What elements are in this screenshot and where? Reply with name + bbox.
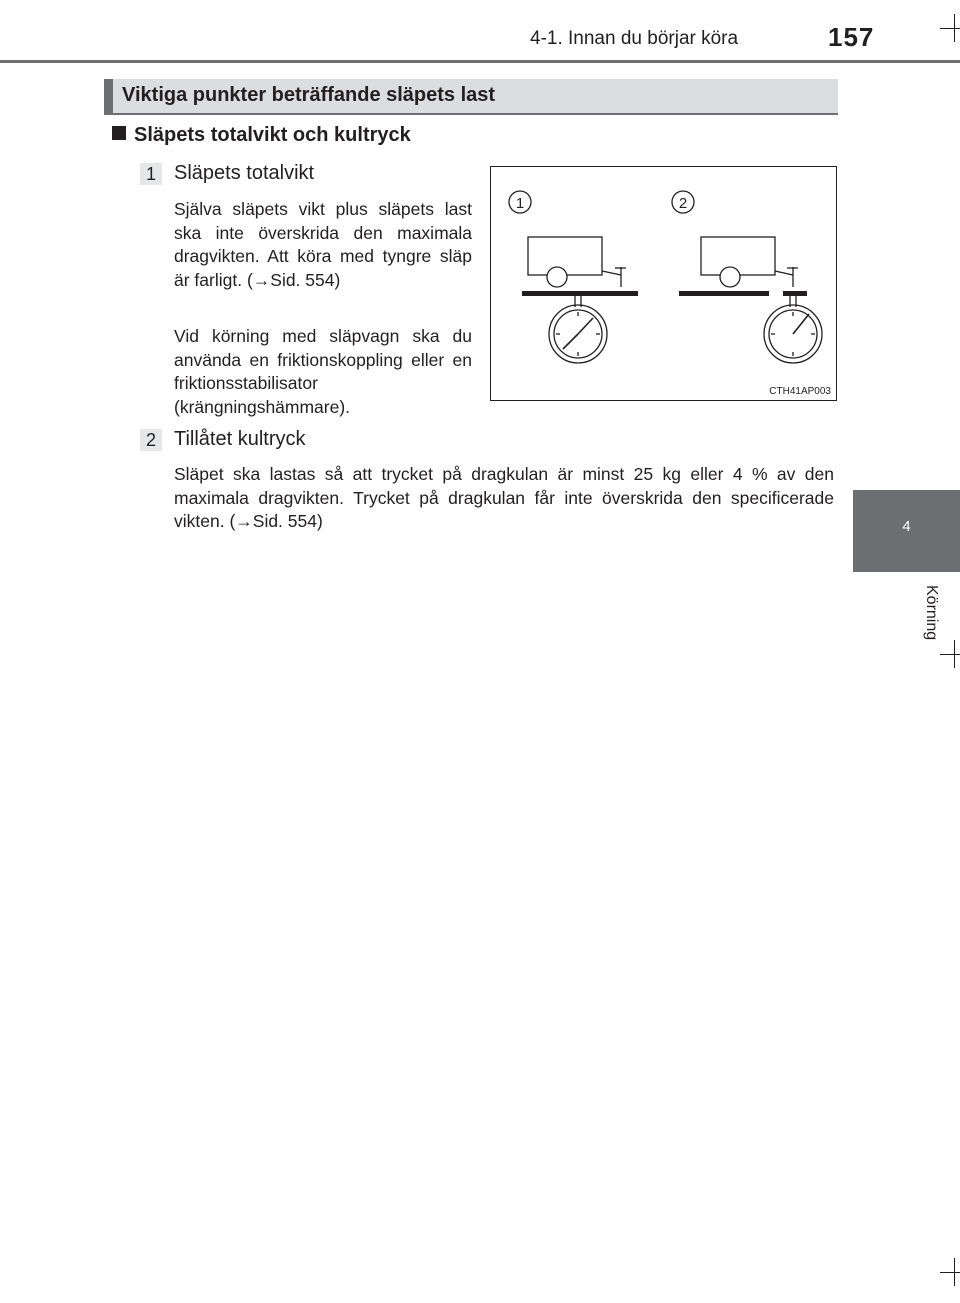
chapter-tab — [853, 490, 960, 572]
ground-bar-right — [679, 291, 769, 296]
trailer-right-drawing — [701, 237, 798, 287]
trailer-left-drawing — [528, 237, 626, 287]
header-rule — [0, 60, 960, 63]
scale-gauge-left-icon — [549, 296, 607, 363]
subheading — [112, 124, 411, 147]
item-marker-2: 2 — [140, 429, 162, 451]
chapter-tab-label: Körning — [923, 585, 940, 641]
figure-callout-2: 2 — [678, 195, 688, 212]
item-marker-1: 1 — [140, 163, 162, 185]
trailer-scale-illustration — [491, 167, 836, 400]
scale-gauge-right-icon — [764, 296, 822, 363]
hitch-pad-right — [783, 291, 807, 296]
section-header — [104, 79, 838, 115]
square-bullet-icon — [112, 126, 126, 140]
figure-code: CTH41AP003 — [769, 386, 831, 397]
chapter-tab-number: 4 — [902, 518, 911, 535]
paragraph-1b: Vid körning med släpvagn ska du använda en friktionskoppling eller en friktionsstabilisator (krängningshämmare). — [174, 326, 472, 417]
ground-bar-left — [522, 291, 638, 296]
figure-tongue-weight — [490, 166, 837, 401]
section-title: Viktiga punkter beträffande släpets last — [122, 84, 496, 106]
item-title-2: Tillåtet kultryck — [174, 428, 306, 450]
figure-callout-1: 1 — [515, 195, 525, 212]
paragraph-1a: Själva släpets vikt plus släpets last ska inte överskrida den maximala dragvikten. Att köra med tyngre släp är farligt. (→Sid. 554) — [174, 199, 472, 290]
running-header: 4-1. Innan du börjar köra — [530, 28, 739, 49]
section-header-bar — [104, 79, 113, 113]
subheading-text: Släpets totalvikt och kultryck — [134, 124, 411, 146]
paragraph-2a: Släpet ska lastas så att trycket på dragkulan är minst 25 kg eller 4 % av den maximala dragvikten. Trycket på dragkulan får inte överskrida den specificerade vikten. (→Sid. 554) — [174, 464, 834, 531]
item-title-1: Släpets totalvikt — [174, 162, 315, 184]
page-number: 157 — [828, 22, 875, 52]
